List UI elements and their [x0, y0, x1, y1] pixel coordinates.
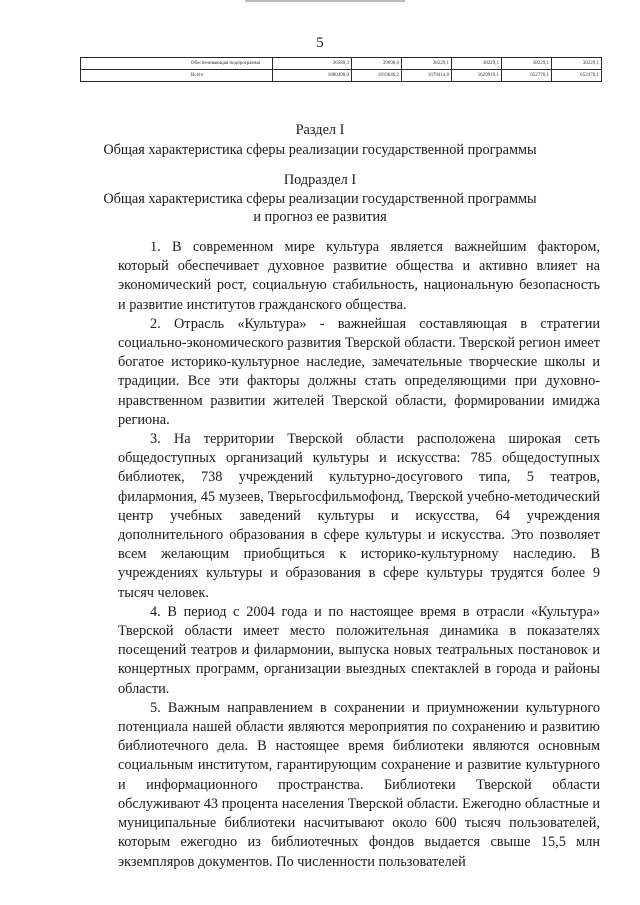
paragraph-3: 3. На территории Тверской области расположена широкая сеть общедоступных организаций культуры и искусства: 785 общедоступных библиотек, 738 учреждений культурно-досугового типа, 5 театров, филармония, 45 музеев, Тверьгосфильмофонд, Тверской учебно-методический центр учебных заведений культуры и искусства, 64 учреждения дополнительного образования в сфере культуры и искусства. Это позволяет всем желающим приобщиться к историко-культурному наследию. В учреждениях культуры и образования в сфере культуры трудятся более 9 тысяч человек. — [118, 431, 600, 601]
scan-edge-mark — [245, 0, 405, 2]
paragraph-2: 2. Отрасль «Культура» - важнейшая составляющая в стратегии социально-экономического развития Тверской области. Тверской регион имеет богатое историко-культурное наследие, замечательные творческие школы и традиции. Все эти факторы должны стать определяющими при духовно-нравственном развитии жителей Тверской области, формировании имиджа региона. — [118, 315, 600, 428]
page-number: 5 — [316, 35, 324, 51]
table-cell: 39098,6 — [352, 58, 402, 70]
section-subtitle: Общая характеристика сферы реализации государственной программы — [103, 142, 537, 158]
subsection-title: Подраздел I — [283, 172, 357, 188]
table-cell: 38229,1 — [552, 58, 602, 70]
document-body — [118, 238, 600, 872]
table-cell: 1819646,2 — [352, 70, 402, 82]
paragraph-5: 5. Важным направлением в сохранении и приумножении культурного потенциала нашей области являются мероприятия по сохранению и развитию библиотечного дела. В настоящее время библиотеки являются основным социальным институтом, гарантирующим сохранение и развитие культурного и информационного пространства. Библиотеки Тверской области обслуживают 43 процента населения Тверской области. Ежегодно областные и муниципальные библиотеки насчитывают около 600 тысяч пользователей, которым ежегодно из библиотечных фондов выдается свыше 15,5 млн экземпляров документов. По численности пользователей — [118, 699, 600, 870]
paragraph-4: 4. В период с 2004 года и по настоящее время в отрасли «Культура» Тверской области имеет место положительная динамика в показателях посещений театров и филармонии, выпуска новых театральных постановок и концертных программ, организации выездных спектаклей в города и районы области. — [118, 603, 600, 697]
table-row — [81, 58, 602, 70]
table-cell: 38229,1 — [402, 58, 452, 70]
table-cell: 1679414,8 — [402, 70, 452, 82]
table-cell: 652770,1 — [502, 70, 552, 82]
table-cell: 36589,3 — [273, 58, 352, 70]
table-cell-row-label: Всего — [81, 70, 273, 82]
subsection-subtitle-line-1: Общая характеристика сферы реализации государственной программы — [103, 191, 537, 207]
budget-table-fragment — [80, 57, 602, 82]
table-cell: 1629910,1 — [452, 70, 502, 82]
table-cell: 38229,1 — [452, 58, 502, 70]
table-cell-row-label: Обеспечивающая подпрограмма — [81, 58, 273, 70]
paragraph-1: 1. В современном мире культура является важнейшим фактором, который обеспечивает духовное развитие общества и активно влияет на экономический рост, социальную стабильность, национальную безопасность и развитие институтов гражданского общества. — [118, 239, 600, 313]
table-cell: 652470,1 — [552, 70, 602, 82]
section-title: Раздел I — [295, 122, 345, 138]
table-cell: 38229,1 — [502, 58, 552, 70]
table-cell: 1880490,0 — [273, 70, 352, 82]
subsection-subtitle-line-2: и прогноз ее развития — [253, 209, 387, 225]
table-row — [81, 70, 602, 82]
